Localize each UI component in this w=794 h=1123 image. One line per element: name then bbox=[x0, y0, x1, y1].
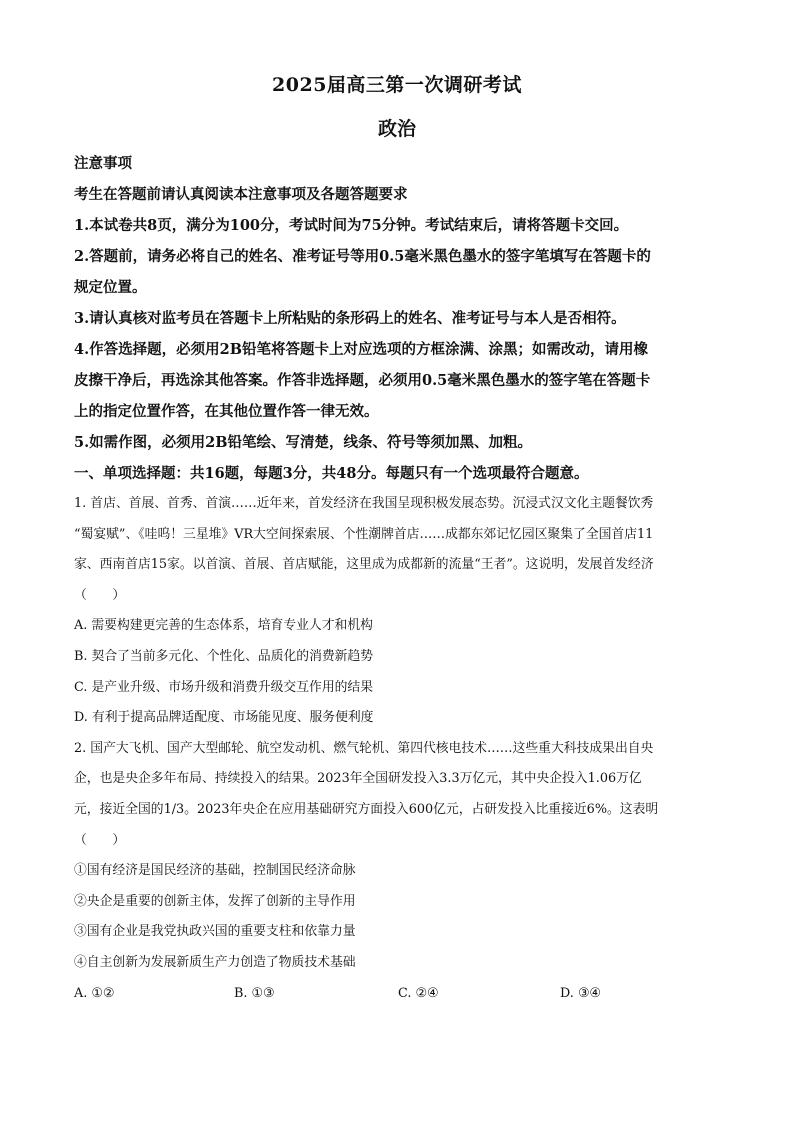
question-1-option-c: C. 是产业升级、市场升级和消费升级交互作用的结果 bbox=[74, 679, 374, 695]
question-2-option-a: A. ①② bbox=[74, 985, 115, 1001]
notice-item: 3.请认真核对监考员在答题卡上所粘贴的条形码上的姓名、准考证号与本人是否相符。 bbox=[74, 310, 626, 327]
section-heading: 一、单项选择题：共16题，每题3分，共48分。每题只有一个选项最符合题意。 bbox=[74, 465, 589, 482]
question-2-statement: ①国有经济是国民经济的基础，控制国民经济命脉 bbox=[74, 863, 356, 879]
notice-item: 皮擦干净后，再选涂其他答案。作答非选择题，必须用0.5毫米黑色墨水的签字笔在答题卡 bbox=[74, 372, 651, 389]
notice-item: 4.作答选择题，必须用2B铅笔将答题卡上对应选项的方框涂满、涂黑；如需改动，请用橡 bbox=[74, 341, 648, 358]
notice-item: 5.如需作图，必须用2B铅笔绘、写清楚，线条、符号等须加黑、加粗。 bbox=[74, 434, 532, 451]
question-2-option-c: C. ②④ bbox=[398, 985, 439, 1001]
question-2-statement: ③国有企业是我党执政兴国的重要支柱和依靠力量 bbox=[74, 924, 356, 940]
question-2-options bbox=[74, 979, 724, 1010]
question-2-stem: 2. 国产大飞机、国产大型邮轮、航空发动机、燃气轮机、第四代核电技术……这些重大科技成果出自央 bbox=[74, 740, 654, 756]
question-1-blank: （ ） bbox=[74, 587, 126, 603]
exam-content bbox=[74, 148, 724, 1009]
question-2-option-b: B. ①③ bbox=[234, 985, 275, 1001]
question-2-statement: ④自主创新为发展新质生产力创造了物质技术基础 bbox=[74, 954, 356, 970]
notice-item: 规定位置。 bbox=[74, 279, 147, 296]
question-1-stem: 1. 首店、首展、首秀、首演……近年来，首发经济在我国呈现积极发展态势。沉浸式汉文化主题餐饮秀 bbox=[74, 496, 654, 511]
question-1-option-d: D. 有利于提高品牌适配度、市场能见度、服务便利度 bbox=[74, 710, 374, 726]
question-2-stem: 元，接近全国的1/3。2023年央企在应用基础研究方面投入600亿元，占研发投入比重接近6%。这表明 bbox=[74, 801, 659, 817]
notice-item: 2.答题前，请务必将自己的姓名、准考证号等用0.5毫米黑色墨水的签字笔填写在答题卡的 bbox=[74, 248, 651, 265]
question-2-blank: （ ） bbox=[74, 832, 126, 848]
question-1-option-a: A. 需要构建更完善的生态体系，培育专业人才和机构 bbox=[74, 618, 373, 634]
notice-item: 1.本试卷共8页，满分为100分，考试时间为75分钟。考试结束后，请将答题卡交回。 bbox=[74, 217, 629, 234]
notice-heading: 注意事项 bbox=[74, 155, 132, 172]
exam-title: 2025届高三第一次调研考试 bbox=[272, 74, 522, 96]
question-1-option-b: B. 契合了当前多元化、个性化、品质化的消费新趋势 bbox=[74, 648, 374, 664]
question-2-stem: 企，也是央企多年布局、持续投入的结果。2023年全国研发投入3.3万亿元，其中央企投入1.06万亿 bbox=[74, 771, 642, 787]
notice-item: 上的指定位置作答，在其他位置作答一律无效。 bbox=[74, 403, 379, 420]
exam-subject: 政治 bbox=[377, 118, 416, 140]
question-2-option-d: D. ③④ bbox=[560, 985, 601, 1001]
question-2-statement: ②央企是重要的创新主体，发挥了创新的主导作用 bbox=[74, 893, 356, 909]
question-1-stem: “蜀宴赋”、《哇呜！三星堆》VR大空间探索展、个性潮牌首店……成都东郊记忆园区聚集了全国首店11 bbox=[74, 526, 654, 542]
notice-intro: 考生在答题前请认真阅读本注意事项及各题答题要求 bbox=[74, 186, 408, 203]
question-1-stem: 家、西南首店15家。以首演、首展、首店赋能，这里成为成都新的流量“王者”。这说明，发展首发经济 bbox=[74, 557, 654, 573]
